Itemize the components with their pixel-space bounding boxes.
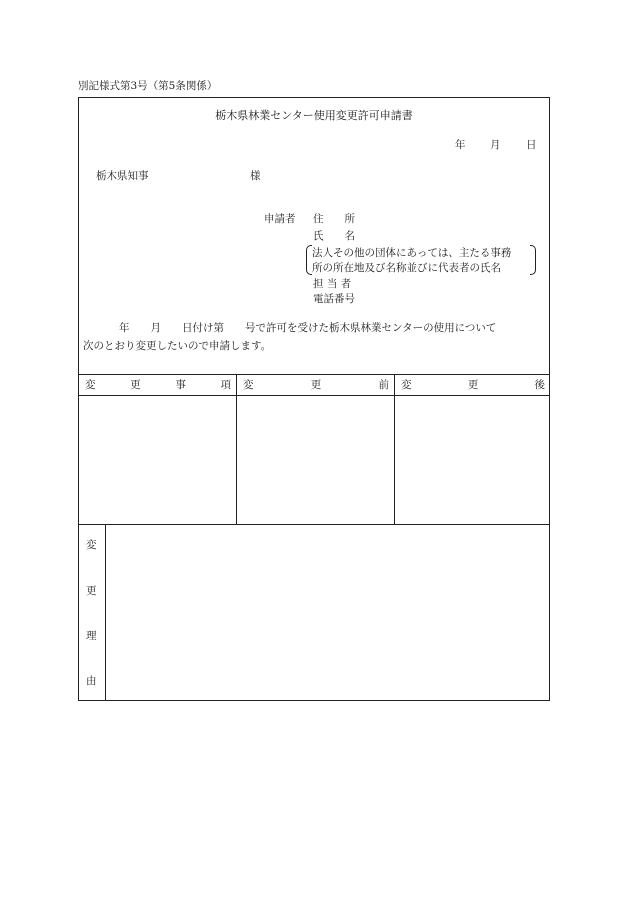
form-number: 別記様式第3号（第5条関係） — [78, 80, 218, 92]
corp-note-line1: 法人その他の団体にあっては、主たる事務 — [312, 247, 512, 259]
date-year-label: 年 — [455, 139, 466, 151]
note-bracket-right — [530, 245, 536, 275]
cell-after-change[interactable] — [396, 397, 547, 522]
reason-label-char: 理 — [86, 630, 97, 642]
contact-label: 担 当 者 — [313, 278, 352, 290]
cell-change-reason[interactable] — [107, 526, 547, 699]
addressee-honorific: 様 — [250, 170, 261, 182]
reason-label-char: 更 — [86, 585, 97, 597]
header-after-char: 更 — [467, 379, 479, 391]
reason-label-char: 変 — [86, 539, 97, 551]
name-label: 氏 名 — [313, 230, 355, 242]
header-before-char: 更 — [310, 379, 322, 391]
header-item-char: 事 — [175, 379, 186, 391]
applicant-label: 申請者 — [264, 213, 296, 225]
form-title: 栃木県林業センター使用変更許可申請書 — [215, 109, 413, 122]
phone-label: 電話番号 — [313, 293, 355, 305]
date-month-label: 月 — [490, 139, 501, 151]
corp-note-line2: 所の所在地及び名称並びに代表者の氏名 — [312, 262, 501, 274]
cell-change-item[interactable] — [80, 397, 234, 522]
application-form — [78, 97, 550, 701]
reason-label-divider — [105, 524, 106, 701]
reason-label-char: 由 — [86, 675, 97, 687]
addressee-name: 栃木県知事 — [96, 170, 149, 182]
column-divider-2 — [394, 374, 395, 524]
column-divider-1 — [236, 374, 237, 524]
header-before-char: 前 — [378, 379, 389, 391]
header-after-char: 後 — [534, 379, 545, 391]
header-before-char: 変 — [243, 379, 254, 391]
header-change-item — [85, 380, 231, 391]
header-before-change — [243, 380, 389, 391]
address-label: 住 所 — [313, 213, 355, 225]
header-item-char: 更 — [130, 379, 141, 391]
header-item-char: 項 — [220, 379, 231, 391]
header-after-char: 変 — [401, 379, 412, 391]
body-text-line1: 年 月 日付け第 号で許可を受けた栃木県林業センターの使用について — [119, 322, 497, 334]
header-after-change — [401, 380, 545, 391]
header-bottom-border — [79, 395, 549, 396]
date-day-label: 日 — [526, 139, 537, 151]
table-top-border — [79, 374, 549, 375]
body-text-line2: 次のとおり変更したいので申請します。 — [83, 340, 272, 352]
header-item-char: 変 — [85, 379, 96, 391]
reason-top-border — [79, 524, 549, 525]
cell-before-change[interactable] — [238, 397, 392, 522]
